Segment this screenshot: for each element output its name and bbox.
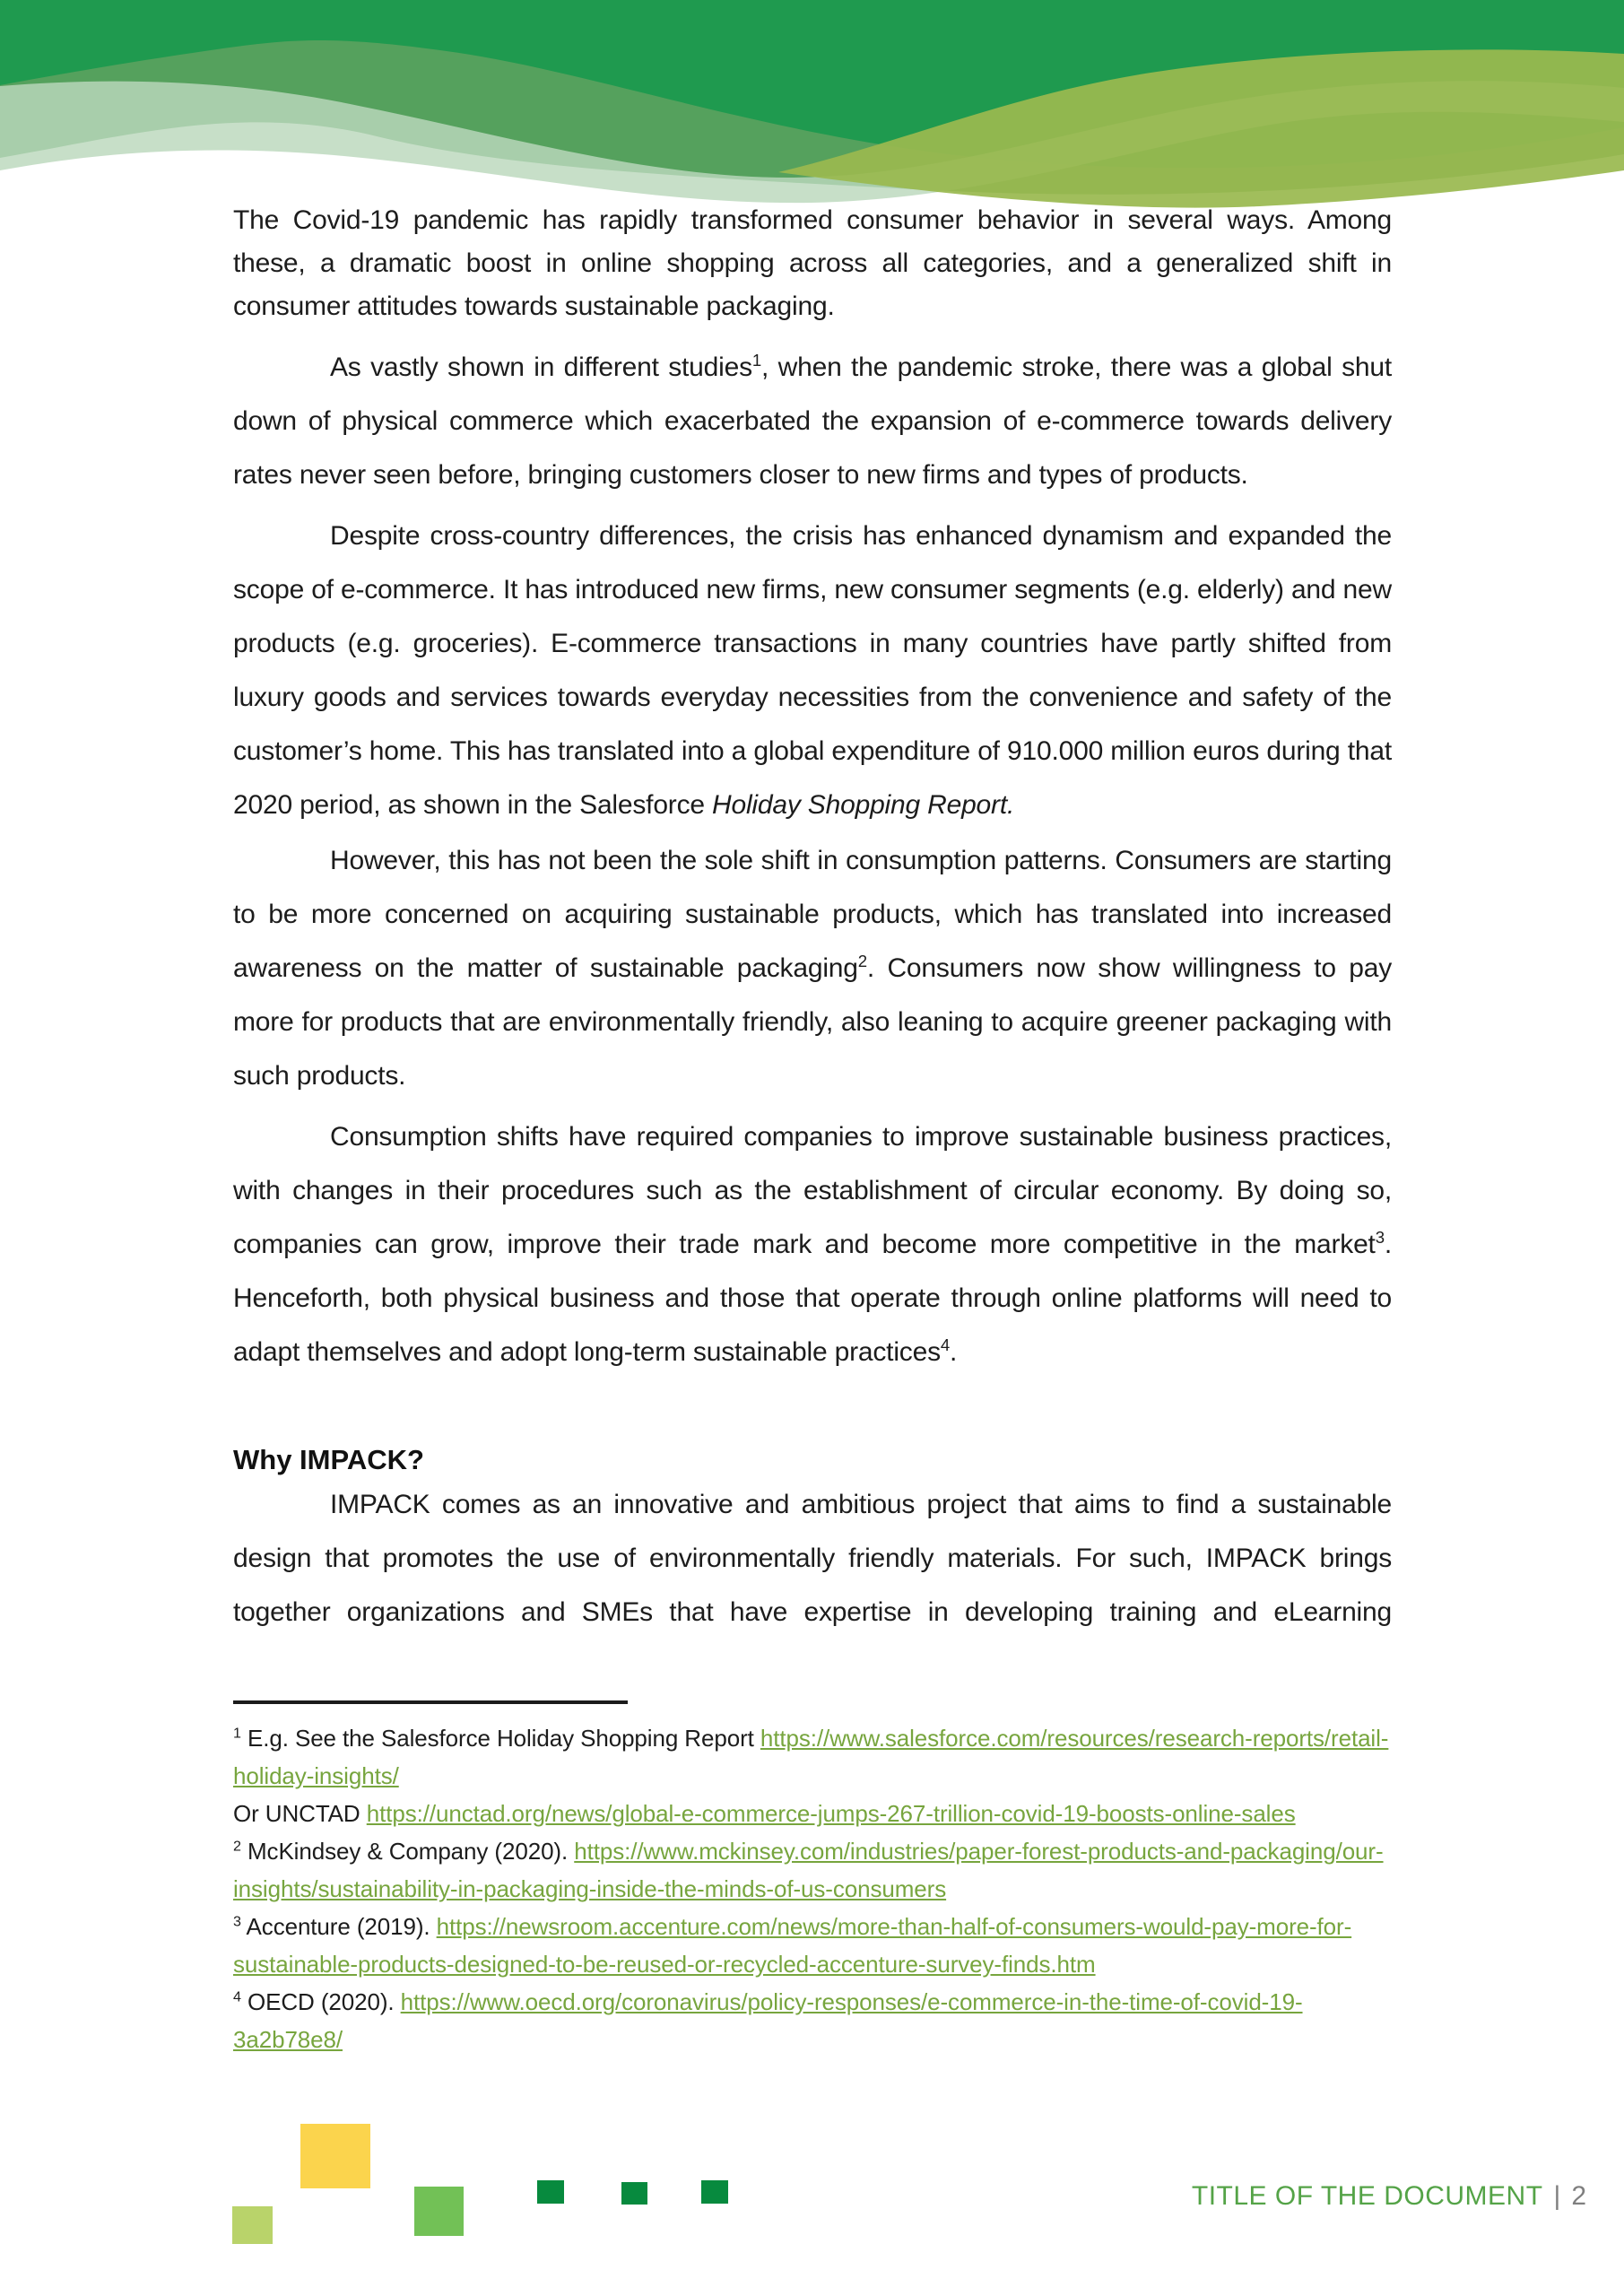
footer-document-title: TITLE OF THE DOCUMENT bbox=[1191, 2181, 1543, 2211]
footnote-4: $^4$ OECD (2020). https://www.oecd.org/coronavirus/policy-responses/e-commerce-in-the-time-of-covid-19-3a2b78e8/ bbox=[233, 1988, 1303, 2053]
paragraph-impack-project: IMPACK comes as an innovative and ambitious project that aims to find a sustainable design that promotes the use of environmentally friendly materials. For such, IMPACK brings together organizations and SMEs that have expertise in developing training and eLearning bbox=[233, 1490, 1392, 1627]
italic-text: Holiday Shopping Report. bbox=[712, 790, 1015, 820]
footer-decor-square-dark-green-1 bbox=[537, 2180, 564, 2204]
footnote-ref: 2 bbox=[857, 952, 867, 970]
footnote-ref: 2 bbox=[233, 1838, 241, 1855]
footer-decor-square-mid-green bbox=[414, 2187, 464, 2236]
footnote-ref: 4 bbox=[233, 1988, 241, 2005]
footnote-link[interactable]: https://www.oecd.org/coronavirus/policy-responses/e-commerce-in-the-time-of-covid-19-3a2b78e8/ bbox=[233, 1988, 1303, 2053]
paragraph-consumption-shifts: Consumption shifts have required companies to improve sustainable business practices, with changes in their procedures such as the establishment of circular economy. By doing so, companies can grow, improve their trade mark and become more competitive in the market$^3$. Henceforth, both physical business and those that operate through online platforms will need to adapt themselves and adopt long-term sustainable practices$^4$. bbox=[233, 1122, 1392, 1367]
paragraph-cross-country: Despite cross-country differences, the crisis has enhanced dynamism and expanded the scope of e-commerce. It has introduced new firms, new consumer segments (e.g. elderly) and new products (e.g. groceries). E-commerce transactions in many countries have partly shifted from luxury goods and services towards everyday necessities from the convenience and safety of the customer’s home. This has translated into a global expenditure of 910.000 million euros during that 2020 period, as shown in the Salesforce Holiday Shopping Report. bbox=[233, 521, 1392, 820]
footnote-ref: 3 bbox=[233, 1913, 241, 1930]
footnotes-section bbox=[233, 1719, 1392, 2058]
footnote-1: $^1$ E.g. See the Salesforce Holiday Shopping Report https://www.salesforce.com/resources/research-reports/retail-holiday-insights/ Or UNCTAD https://unctad.org/news/global-e-commerce-jumps-267-trillion-covid-19-boosts-online-sales bbox=[233, 1725, 1389, 1827]
footer-page-label bbox=[1192, 2181, 1586, 2212]
paragraph-ecommerce-expansion: As vastly shown in different studies$^1$, when the pandemic stroke, there was a global shut down of physical commerce which exacerbated the expansion of e-commerce towards delivery rates never seen before, bringing customers closer to new firms and types of products. bbox=[233, 351, 1392, 490]
footer-decor-square-dark-green-3 bbox=[701, 2180, 728, 2204]
footnote-ref: 1 bbox=[751, 351, 762, 370]
section-heading-why-impack: Why IMPACK? bbox=[233, 1444, 424, 1475]
footnote-ref: 4 bbox=[940, 1335, 951, 1354]
footer-decor-square-yellow bbox=[300, 2124, 370, 2188]
footer-decor-square-light-green bbox=[232, 2206, 273, 2244]
footnote-link[interactable]: https://www.mckinsey.com/industries/paper-forest-products-and-packaging/our-insights/sustainability-in-packaging-inside-the-minds-of-us-consumers bbox=[233, 1838, 1384, 1902]
footer-separator: | bbox=[1553, 2181, 1561, 2211]
footer-decor-square-dark-green-2 bbox=[621, 2182, 647, 2205]
footer-page-number: 2 bbox=[1571, 2181, 1586, 2211]
footnote-ref: 3 bbox=[1375, 1228, 1385, 1247]
paragraph-intro: The Covid-19 pandemic has rapidly transformed consumer behavior in several ways. Among these, a dramatic boost in online shopping across all categories, and a generalized shift in consumer attitudes towards sustainable packaging. bbox=[233, 205, 1392, 321]
footnote-link[interactable]: https://newsroom.accenture.com/news/more-than-half-of-consumers-would-pay-more-for-sustainable-products-designed-to-be-reused-or-recycled-accenture-survey-finds.htm bbox=[233, 1913, 1352, 1978]
footnote-link[interactable]: https://unctad.org/news/global-e-commerce-jumps-267-trillion-covid-19-boosts-online-sales bbox=[366, 1800, 1296, 1827]
paragraph-consumption-patterns: However, this has not been the sole shift in consumption patterns. Consumers are starting to be more concerned on acquiring sustainable products, which has translated into increased awareness on the matter of sustainable packaging$^2$. Consumers now show willingness to pay more for products that are environmentally friendly, also leaning to acquire greener packaging with such products. bbox=[233, 846, 1392, 1091]
footnote-separator-line bbox=[233, 1700, 628, 1704]
footnote-2: $^2$ McKindsey & Company (2020). https://www.mckinsey.com/industries/paper-forest-products-and-packaging/our-insights/sustainability-in-packaging-inside-the-minds-of-us-consumers bbox=[233, 1838, 1384, 1902]
header-wave-graphic bbox=[0, 0, 1624, 213]
footnote-link[interactable]: https://www.salesforce.com/resources/research-reports/retail-holiday-insights/ bbox=[233, 1725, 1389, 1789]
footnote-ref: 1 bbox=[233, 1725, 241, 1742]
footnote-3: $^3$ Accenture (2019). https://newsroom.accenture.com/news/more-than-half-of-consumers-would-pay-more-for-sustainable-products-designed-to-be-reused-or-recycled-accenture-survey-finds.htm bbox=[233, 1913, 1352, 1978]
